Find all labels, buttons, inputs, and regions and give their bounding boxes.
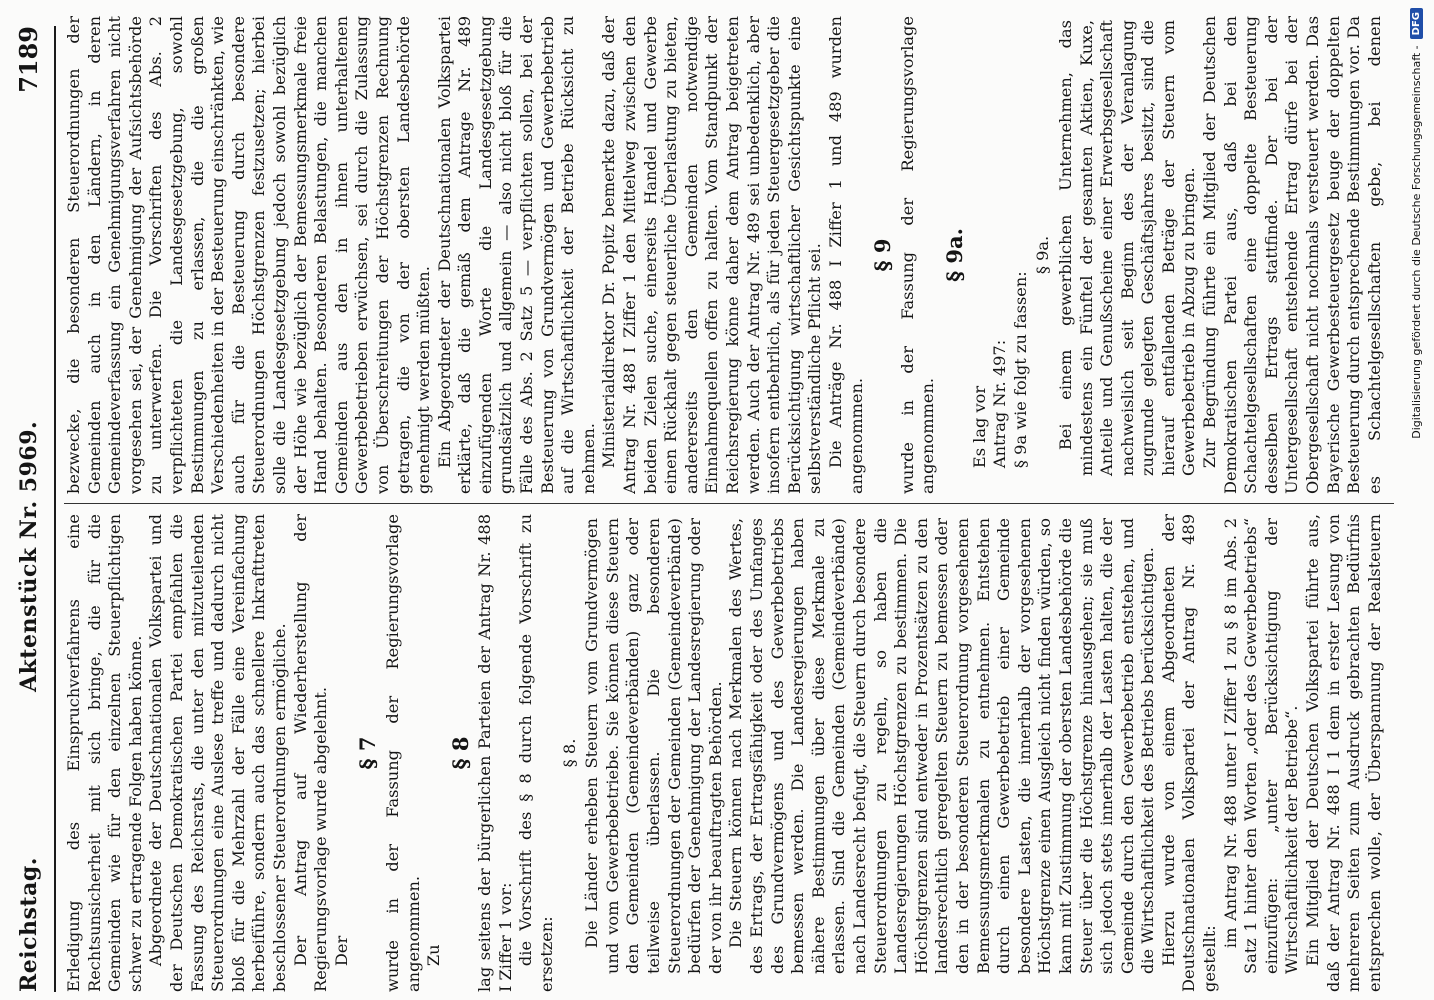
paragraph: Die Steuern können nach Merkmalen des Wertes, des Ertrags, der Ertragsfähigkeit oder des Umfanges des Grundvermögens und des Gewerbebetriebs bemessen werden. Die Landesregierungen haben nähere Bestimmungen über diese Merkmale zu erlassen. Sind die Gemeinden (Gemeindeverbände) nach Landesrecht befugt, die Steuern durch besondere Steuerordnungen zu regeln, so haben die Landesregierungen Höchstgrenzen zu bestimmen. Die Höchstgrenzen sind entweder in Prozentsätzen zu den landesrechtlich geregelten Steuern zu bemessen oder den in der besonderen Steuerordnung vorgesehenen Bemessungsmerkmalen zu entnehmen. Entstehen durch einen Gewerbebetrieb einer Gemeinde besondere Lasten, die innerhalb der vorgesehenen Höchstgrenze einen Ausgleich nicht finden würden, so kann mit Zustimmung der obersten Landesbehörde die Steuer über die Höchstgrenze hinausgehen; sie muß sich jedoch stets innerhalb der Lasten halten, die der Gemeinde durch den Gewerbebetrieb entstehen, und die Wirtschaftlichkeit des Betriebs berücksichtigen.	[726, 518, 1158, 974]
right-column	[64, 16, 1384, 494]
column-divider	[64, 503, 1394, 504]
paragraph: Erledigung des Einspruchverfahrens eine Rechtsunsicherheit mit sich bringe, die für die Gemeinden wie für den einzelnen Steuerpflichtigen schwer zu ertragende Folgen haben könne.	[64, 514, 145, 992]
page-number: 7189	[14, 26, 43, 93]
paragraph: Hierzu wurde von einem Abgeordneten der Deutschnationalen Volkspartei der Antrag Nr. 489 gestellt:	[1158, 514, 1220, 992]
dfg-logo: DFG	[1410, 8, 1423, 39]
paragraph: Zu	[424, 944, 444, 967]
paragraph: Der Antrag auf Wiederherstellung der Regierungsvorlage wurde abgelehnt.	[290, 514, 331, 992]
paragraph: Es lag vor	[969, 385, 989, 469]
paragraph: Der	[331, 935, 351, 967]
paragraph: Abgeordnete der Deutschnationalen Volkspartei und der Deutschen Demokratischen Partei empfahlen die Fassung des Reichsrats, die unter den mitzuteilenden Steuerordnungen eine Auslese treffe und dadurch nicht bloß für die Mehrzahl der Fälle eine Vereinfachung herbeiführe, sondern auch das schnellere Inkrafttreten beschlossener Steuerordnungen ermögliche.	[146, 514, 289, 992]
section-heading: § 9a.	[941, 228, 967, 282]
paragraph: Antrag Nr. 497:	[990, 339, 1010, 469]
section-heading: § 8	[447, 736, 473, 770]
section-heading: § 7	[355, 736, 381, 770]
dfg-watermark	[1404, 8, 1428, 992]
section-heading: § 9a.	[1033, 235, 1053, 275]
paragraph: Bei einem gewerblichen Unternehmen, das mindestens ein Fünftel der gesamten Aktien, Kuxe, Anteile und Genußscheine einer Erwerbsgesellschaft nachweislich seit Beginn des der Veranlagung zugrunde gelegten Geschäftsjahres besitzt, sind die hierauf entfallenden Beträge der Steuern vom Gewerbebetrieb in Abzug zu bringen.	[1055, 20, 1199, 476]
left-column	[64, 514, 1384, 992]
paragraph: Zur Begründung führte ein Mitglied der Deutschen Demokratischen Partei aus, daß bei den Schachtelgesellschaften eine doppelte Besteuerung desselben Ertrags stattfinde. Der bei der Untergesellschaft entstehende Ertrag dürfe bei der Obergesellschaft nicht nochmals versteuert werden. Das Bayerische Gewerbesteuergesetz beuge der doppelten Besteuerung durch entsprechende Bestimmungen vor. Da es Schachtelgesellschaften gebe, bei denen	[1200, 16, 1384, 494]
page-header	[10, 26, 54, 992]
paragraph: wurde in der Fassung der Regierungsvorlage angenommen.	[382, 514, 423, 992]
watermark-text: Digitalisierung gefördert durch die Deutsche Forschungsgemeinschaft -	[1409, 45, 1423, 439]
paragraph: lag seitens der bürgerlichen Parteien der Antrag Nr. 488 I Ziffer 1 vor:	[475, 514, 515, 992]
header-left: Reichstag.	[16, 857, 42, 992]
paragraph: bezwecke, die besonderen Steuerordnungen der Gemeinden auch in den Ländern, in deren Gemeindeverfassung ein Genehmigungsverfahren nicht vorgesehen sei, der Genehmigung der Aufsichtsbehörde zu unterwerfen. Die Vorschriften des Abs. 2 verpflichteten die Landesgesetzgebung, sowohl Bestimmungen zu erlassen, die die großen Verschiedenheiten in der Besteuerung einschränkten, wie auch für die Besteuerung durch besondere Steuerordnungen Höchstgrenzen festzusetzen; hierbei solle die Landesgesetzgebung jedoch sowohl bezüglich der Höhe wie bezüglich der Bemessungsmerkmale freie Hand behalten. Besonderen Belastungen, die manchen Gemeinden aus den in ihnen unterhaltenen Gewerbebetrieben erwüchsen, sei durch die Zulassung von Überschreitungen der Höchstgrenzen Rechnung getragen, die von der obersten Landesbehörde genehmigt werden müßten.	[64, 16, 434, 494]
paragraph: die Vorschrift des § 8 durch folgende Vorschrift zu ersetzen:	[516, 514, 557, 992]
section-heading: § 8.	[559, 738, 579, 768]
paragraph: Ein Mitglied der Deutschen Volkspartei führte aus, daß der Antrag Nr. 488 I 1 dem in erster Lesung von mehreren Seiten zum Ausdruck gebrachten Bedürfnis entsprechen wolle, der Überspannung der Realsteuern	[1303, 514, 1384, 992]
paragraph: § 9a wie folgt zu fassen:	[1010, 271, 1030, 469]
header-center: Aktenstück Nr. 5969.	[16, 420, 42, 692]
paragraph: Die Länder erheben Steuern vom Grundvermögen und vom Gewerbebetriebe. Sie können diese Steuern den Gemeinden (Gemeindeverbänden) ganz oder teilweise überlassen. Die besonderen Steuerordnungen der Gemeinden (Gemeindeverbände) bedürfen der Genehmigung der Landesregierung oder der von ihr beauftragten Behörden.	[582, 518, 725, 974]
header-rule	[54, 26, 56, 992]
paragraph: Ein Abgeordneter der Deutschnationalen Volkspartei erklärte, daß die gemäß dem Antrage Nr. 489 einzufügenden Worte die Landesgesetzgebung grundsätzlich und allgemein — also nicht bloß für die Fälle des Abs. 2 Satz 5 — verpflichten sollen, bei der Besteuerung von Grundvermögen und Gewerbebetrieb auf die Wirtschaftlichkeit der Betriebe Rücksicht zu nehmen.	[434, 16, 598, 494]
paragraph: wurde in der Fassung der Regierungsvorlage angenommen.	[897, 16, 938, 494]
paragraph: Die Anträge Nr. 488 I Ziffer 1 und 489 wurden angenommen.	[825, 16, 866, 494]
paragraph: Ministerialdirektor Dr. Popitz bemerkte dazu, daß der Antrag Nr. 488 I Ziffer 1 den Mittelweg zwischen den beiden Zielen suche, einerseits Handel und Gewerbe einen Rückhalt gegen steuerliche Überlastung zu bieten, andererseits den Gemeinden notwendige Einnahmequellen offen zu halten. Vom Standpunkt der Reichsregierung könne daher dem Antrag beigetreten werden. Auch der Antrag Nr. 489 sei unbedenklich, aber insofern entbehrlich, als für jeden Steuergesetzgeber die Berücksichtigung wirtschaftlicher Gesichtspunkte eine selbstverständliche Pflicht sei.	[599, 16, 825, 494]
section-heading: § 9	[870, 238, 896, 272]
paragraph: im Antrag Nr. 488 unter I Ziffer 1 zu § 8 im Abs. 2 Satz 1 hinter den Worten „oder des Gewerbebetriebs“ einzufügen: „unter Berücksichtigung der Wirtschaftlichkeit der Betriebe“.	[1220, 518, 1302, 974]
